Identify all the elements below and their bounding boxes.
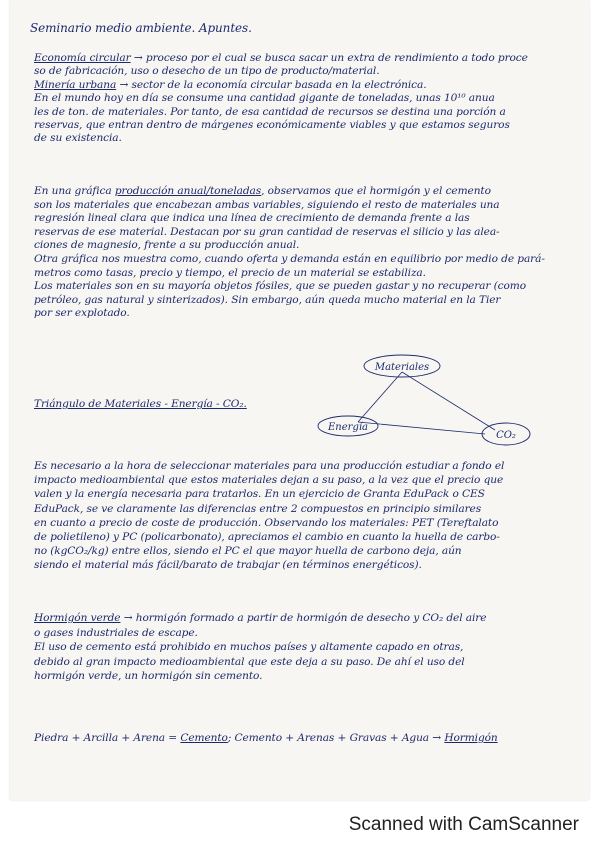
triangle-heading: Triángulo de Materiales - Energía - CO₂. [34,398,247,410]
text-line: ciones de magnesio, frente a su producción anual. [34,239,300,252]
text-line: impacto medioambiental que estos materiales dejan a su paso, a la vez que el precio que [34,474,504,487]
formula-line [34,732,498,745]
text-line: o gases industriales de escape. [34,626,198,639]
text-line: de su existencia. [34,132,122,145]
text-line: EduPack, se ve claramente las diferencias entre 2 compuestos en principio similares [34,502,482,515]
line-text: → hormigón formado a partir de hormigón de desecho y CO₂ del aire [120,612,487,624]
text-line: no (kgCO₂/kg) entre ellos, siendo el PC el que mayor huella de carbono deja, aún [34,545,462,558]
page-title: Seminario medio ambiente. Apuntes. [30,21,252,35]
text-line: petróleo, gas natural y sinterizados). Sin embargo, aún queda mucho material en la Tier [34,293,501,306]
camscanner-footer: Scanned with CamScanner [348,814,579,835]
formula-left: Piedra + Arcilla + Arena = [34,732,181,744]
text-line [34,185,491,198]
underlined-term: Minería urbana [34,78,117,91]
text-line: son los materiales que encabezan ambas variables, siguiendo el resto de materiales una [34,198,500,211]
text-line: En el mundo hoy en día se consume una cantidad gigante de toneladas, unas 10¹⁰ anua [34,92,495,105]
text-line: Otra gráfica nos muestra como, cuando oferta y demanda están en equilibrio por medio de pará- [34,253,545,265]
underlined-term: Hormigón verde [34,612,121,624]
text-line: reservas, que entran dentro de márgenes económicamente viables y que estamos seguros [34,119,510,131]
line-text: → proceso por el cual se busca sacar un extra de rendimiento a todo proce [130,52,528,64]
text-line: El uso de cemento está prohibido en muchos países y altamente capado en otras, [34,641,464,654]
text-line: valen y la energía necesaria para tratarlos. En un ejercicio de Granta EduPack o CES [34,488,485,501]
text-line: so de fabricación, uso o desecho de un tipo de producto/material. [34,65,380,78]
formula-cemento: Cemento [180,732,228,744]
text-line: por ser explotado. [34,307,130,320]
text-line: Es necesario a la hora de seleccionar materiales para una producción estudiar a fondo el [34,460,505,472]
text-line: en cuanto a precio de coste de producción. Observando los materiales: PET (Tereftalato [34,516,499,529]
line-text: En una gráfica [34,185,115,197]
formula-hormigon: Hormigón [444,732,498,744]
node-energia: Energía [328,422,368,433]
text-line: metros como tasas, precio y tiempo, el precio de un material se estabiliza. [34,266,426,279]
text-line: debido al gran impacto medioambiental que este deja a su paso. De ahí el uso del [34,655,465,668]
text-line [34,52,528,65]
formula-right: ; Cemento + Arenas + Gravas + Agua → [227,732,445,744]
text-line: reservas de ese material. Destacan por su gran cantidad de reservas el silicio y las alea- [34,225,500,238]
text-line: regresión lineal clara que indica una línea de crecimiento de demanda frente a las [34,212,470,225]
underlined-term: Economía circular [34,52,131,64]
text-line: hormigón verde, un hormigón sin cemento. [34,670,263,683]
text-line: Los materiales son en su mayoría objetos fósiles, que se pueden gastar y no recuperar (como [34,280,526,293]
text-line [34,79,427,92]
node-materiales: Materiales [374,362,430,373]
underlined-term: producción anual/toneladas [114,185,262,197]
text-line: siendo el material más fácil/barato de trabajar (en términos energéticos). [34,559,422,572]
text-line [34,612,486,625]
line-text: , observamos que el hormigón y el cemento [261,185,491,197]
node-co2: CO₂ [496,430,516,441]
line-text: → sector de la economía circular basada en la electrónica. [116,78,427,91]
triangle-diagram [300,352,570,452]
text-line: les de ton. de materiales. Por tanto, de esa cantidad de recursos se destina una porción a [34,105,506,118]
text-line: de polietileno) y PC (policarbonato), apreciamos el cambio en cuanto la huella de carbo- [34,531,500,543]
